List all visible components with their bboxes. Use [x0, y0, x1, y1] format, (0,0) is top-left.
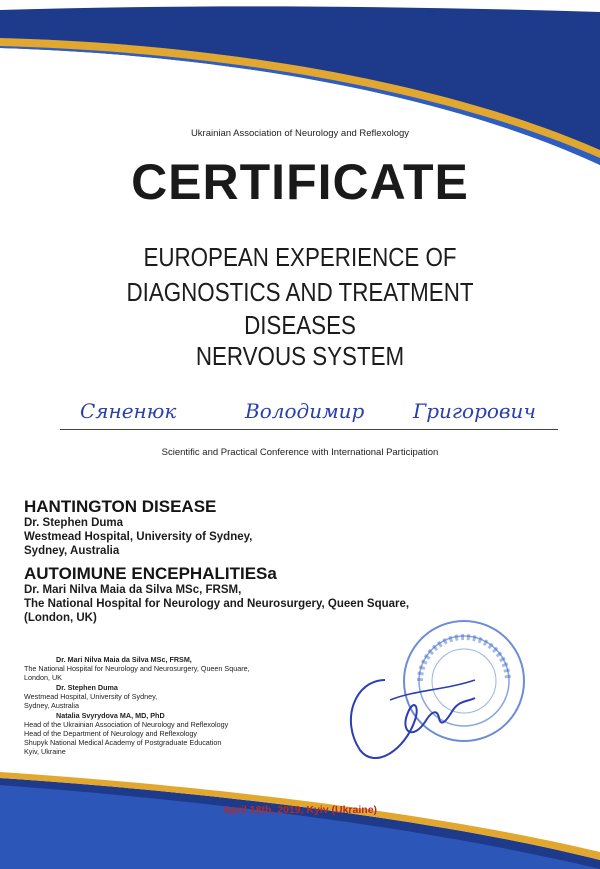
lecture-1-location: Sydney, Australia [24, 545, 120, 557]
lecture-2-speaker: Dr. Mari Nilva Maia da Silva MSc, FRSM, [24, 584, 242, 596]
signatory-1-name: Dr. Mari Nilva Maia da Silva MSc, FRSM, [56, 655, 192, 664]
handwritten-signature [335, 660, 485, 770]
signatory-3-line-1: Head of the Ukrainian Association of Neurology and Reflexology [24, 720, 229, 729]
lecture-2-location: (London, UK) [24, 612, 97, 624]
topic-line-3: DISEASES [244, 310, 356, 340]
topic-line-1: EUROPEAN EXPERIENCE OF [143, 242, 457, 272]
certificate-title: CERTIFICATE [131, 154, 469, 210]
topic-line-4: NERVOUS SYSTEM [195, 341, 405, 371]
topic-line-2: DIAGNOSTICS AND TREATMENT [126, 277, 474, 307]
signatory-2-line-2: Sydney, Australia [24, 701, 79, 710]
signatory-3-line-3: Shupyk National Medical Academy of Postgraduate Education [24, 738, 222, 747]
recipient-first-name: Володимир [245, 399, 365, 423]
signatory-2-name: Dr. Stephen Duma [56, 683, 118, 692]
name-underline [60, 429, 558, 430]
signatory-3-name: Natalia Svyrydova MA, MD, PhD [56, 711, 165, 720]
signatory-1-line-1: The National Hospital for Neurology and Neurosurgery, Queen Square, [24, 664, 250, 673]
lecture-1-speaker: Dr. Stephen Duma [24, 517, 124, 529]
recipient-surname: Сяненюк [80, 399, 177, 423]
lecture-2-title: AUTOIMUNE ENCEPHALITIESa [24, 564, 277, 583]
lecture-2-affiliation: The National Hospital for Neurology and Neurosurgery, Queen Square, [24, 598, 410, 610]
signatory-2-line-1: Westmead Hospital, University of Sydney, [24, 692, 158, 701]
lecture-1-affiliation: Westmead Hospital, University of Sydney, [24, 531, 253, 543]
association-name: Ukrainian Association of Neurology and Reflexology [190, 128, 410, 139]
signatory-3-line-4: Kyiv, Ukraine [24, 747, 66, 756]
date-line: April 18th, 2019, Kyiv (Ukraine) [222, 804, 378, 816]
recipient-patronymic: Григорович [413, 399, 536, 423]
conference-line: Scientific and Practical Conference with International Participation [161, 447, 439, 458]
signatory-3-line-2: Head of the Department of Neurology and Reflexology [24, 729, 198, 738]
lecture-1-title: HANTINGTON DISEASE [24, 497, 217, 516]
signatory-1-line-2: London, UK [24, 673, 62, 682]
